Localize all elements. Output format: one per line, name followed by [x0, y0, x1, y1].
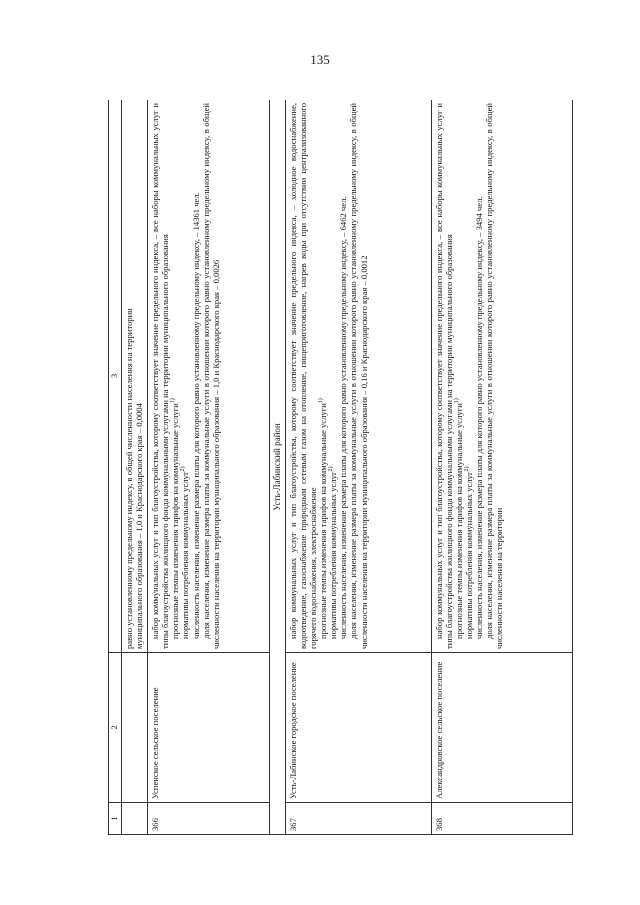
settlement-name: Успенское сельское поселение — [148, 653, 270, 803]
tariff-forecast-text: прогнозные темпы изменения тарифов на коммунальные услуги$^{1)}$ — [170, 398, 181, 639]
service-set-text: набор коммунальных услуг и тип благоустройства, которому соответствует значение предельного индекса, – холодное водоснабжение, водоотведение, газоснабжение природным сетевым газом на отопление, пищеприготовление, нагрев воды при отсутствии централизованного горячего водоснабжения, электроснабжение — [287, 103, 318, 649]
table-row-366 — [148, 100, 270, 835]
row-number: 367 — [285, 803, 431, 835]
table-container — [108, 100, 573, 835]
consumption-norms-text: нормативы потребления коммунальных услуг$^{2)}$ — [464, 466, 475, 639]
region-title: Усть-Лабинский район — [270, 100, 286, 835]
service-set-text: набор коммунальных услуг и тип благоустройства, которому соответствует значение предельного индекса, – все наборы коммунальных услуг и типы благоустройства жилищного фонда коммунальными услугами на территории муниципального образования — [433, 103, 454, 649]
row-number: 368 — [431, 803, 572, 835]
table-row-367 — [285, 100, 431, 835]
population-count-text: численность населения, изменение размера платы для которого равно установленному предельному индексу, – 3494 чел. — [474, 196, 485, 639]
region-row — [270, 100, 286, 835]
settlement-name: Александровское сельское поселение — [431, 653, 572, 803]
tariff-forecast-text: прогнозные темпы изменения тарифов на коммунальные услуги$^{1)}$ — [318, 398, 329, 639]
population-count-text: численность населения, изменение размера платы для которого равно установленному предельному индексу, – 14361 чел. — [190, 192, 201, 639]
data-table — [108, 100, 573, 835]
row-description — [285, 100, 431, 653]
row-description — [431, 100, 572, 653]
rotated-table-wrapper — [108, 100, 573, 835]
settlement-name: Усть-Лабинское городское поселение — [285, 653, 431, 803]
population-share-text: доля населения, изменение размера платы за коммунальные услуги в отношении которого равно установленному предельному индексу, в общей численности населения на территории — [484, 103, 505, 649]
row-description — [122, 100, 148, 653]
header-col-3: 3 — [109, 100, 122, 653]
table-row-368 — [431, 100, 572, 835]
population-share-text: доля населения, изменение размера платы за коммунальные услуги в отношении которого равно установленному предельному индексу, в общей численности населения на территории муниципального образования – 1,0 и Краснодарского края – 0,0026 — [200, 103, 221, 649]
text-line: муниципального образования – 1,0 и Краснодарского края – 0,0004 — [134, 403, 145, 649]
population-count-text: численность населения, изменение размера платы для которого равно установленному предельному индексу, – 6462 чел. — [338, 196, 349, 639]
consumption-norms-text: нормативы потребления коммунальных услуг$^{2)}$ — [328, 466, 339, 639]
row-description — [148, 100, 270, 653]
header-col-2: 2 — [109, 653, 122, 803]
tariff-forecast-text: прогнозные темпы изменения тарифов на коммунальные услуги$^{1)}$ — [453, 398, 464, 639]
header-col-1: 1 — [109, 803, 122, 835]
header-row — [109, 100, 122, 835]
service-set-text: набор коммунальных услуг и тип благоустройства, которому соответствует значение предельного индекса, – все наборы коммунальных услуг и типы благоустройства жилищного фонда коммунальными услугами на территории муниципального образования — [150, 103, 171, 649]
population-share-text: доля населения, изменение размера платы за коммунальные услуги в отношении которого равно установленному предельному индексу, в общей численности населения на территории муниципального образования – 0,16 и Краснодарского края – 0,0012 — [348, 103, 369, 649]
table-row-continuation — [122, 100, 148, 835]
row-number — [122, 803, 148, 835]
settlement-name — [122, 653, 148, 803]
text-line: равно установленному предельному индексу, в общей численности населения на территории — [124, 308, 134, 649]
consumption-norms-text: нормативы потребления коммунальных услуг$^{2)}$ — [180, 466, 191, 639]
row-number: 366 — [148, 803, 270, 835]
page-number: 135 — [310, 52, 330, 67]
